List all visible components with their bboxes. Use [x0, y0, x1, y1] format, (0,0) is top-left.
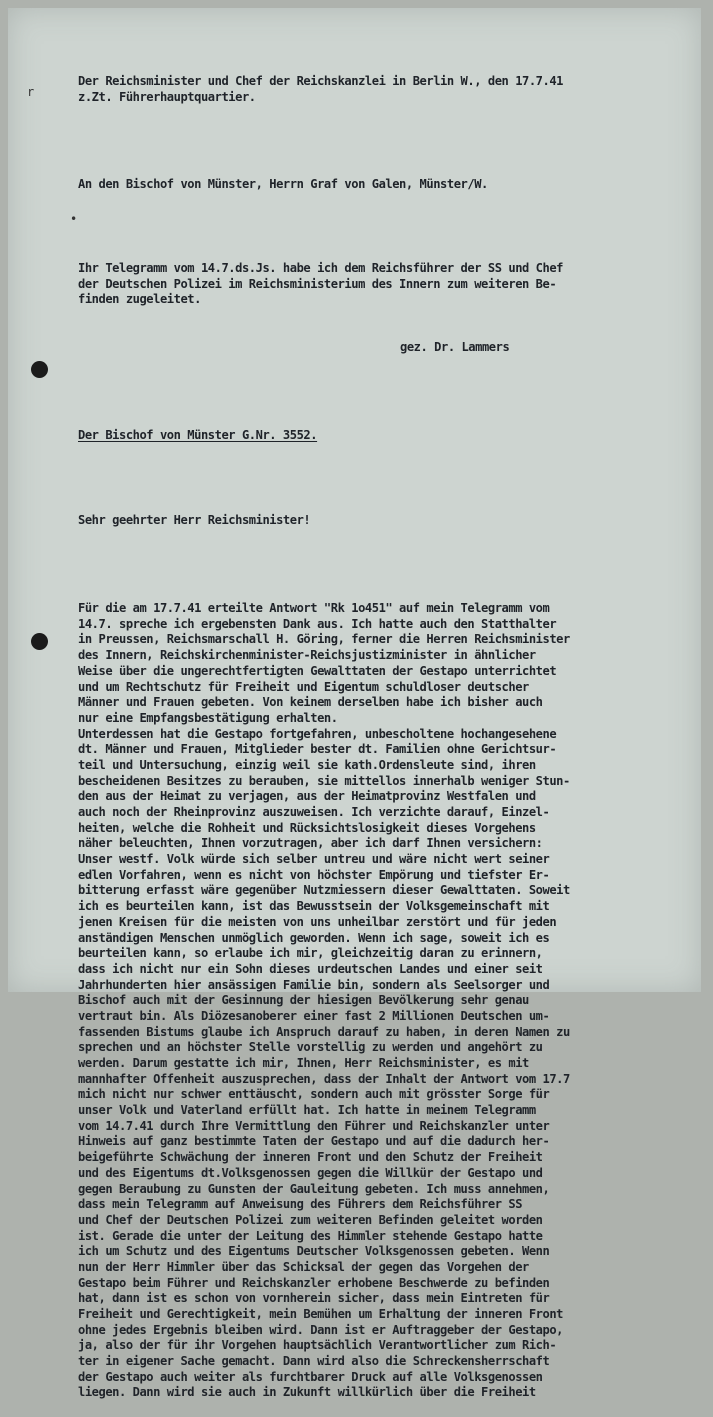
body-line: vertraut bin. Als Diözesanoberer einer fast 2 Millionen Deutschen um-: [78, 1008, 550, 1023]
punch-hole-bottom: [31, 633, 48, 650]
body-line: ohne jedes Ergebnis bleiben wird. Dann ist er Auftraggeber der Gestapo,: [78, 1322, 564, 1337]
margin-mark: r: [27, 85, 35, 99]
body-line: nur eine Empfangsbestätigung erhalten.: [78, 710, 338, 725]
body-line: dass mein Telegramm auf Anweisung des Führers dem Reichsführer SS: [78, 1197, 523, 1212]
body-line: Freiheit und Gerechtigkeit, mein Bemühen um Erhaltung der inneren Front: [78, 1307, 564, 1321]
body-line: auch noch der Rheinprovinz auszuweisen. Ich verzichte darauf, Einzel-: [78, 805, 550, 819]
salutation: Sehr geehrter Herr Reichsminister!: [78, 512, 311, 527]
body-line: Bischof auch mit der Gesinnung der hiesigen Bevölkerung sehr genau: [78, 993, 529, 1008]
body-line: nun der Herr Himmler über das Schicksal der gegen das Vorgehen der: [78, 1259, 529, 1274]
body-line: liegen. Dann wird sie auch in Zukunft willkürlich über die Freiheit: [78, 1385, 536, 1400]
body-line: beigeführte Schwächung der inneren Front und den Schutz der Freiheit: [78, 1150, 543, 1165]
letter-text: [78, 43, 700, 1417]
body-line: ter in eigener Sache gemacht. Dann wird also die Schreckensherrschaft: [78, 1354, 550, 1369]
telegram-line: Ihr Telegramm vom 14.7.ds.Js. habe ich dem Reichsführer der SS und Chef: [78, 261, 564, 276]
body-line: in Preussen, Reichsmarschall H. Göring, ferner die Herren Reichsminister: [78, 632, 570, 647]
body-line: anständigen Menschen unmöglich geworden. Wenn ich sage, soweit ich es: [78, 930, 550, 945]
body-line: mannhafter Offenheit auszusprechen, dass der Inhalt der Antwort vom 17.7: [78, 1071, 570, 1086]
body-line: näher beleuchten, Ihnen vorzutragen, aber ich darf Ihnen versichern:: [78, 836, 543, 851]
body-line: bitterung erfasst wäre gegenüber Nutzmiessern dieser Gewalttaten. Soweit: [78, 883, 570, 898]
body-line: fassenden Bistums glaube ich Anspruch darauf zu haben, in deren Namen zu: [78, 1024, 570, 1039]
body-line: 14.7. spreche ich ergebensten Dank aus. Ich hatte auch den Statthalter: [78, 616, 557, 631]
body-line: edlen Vorfahren, wenn es nicht von höchster Empörung und tiefster Er-: [78, 867, 550, 882]
telegram-line: der Deutschen Polizei im Reichsministerium des Innern zum weiteren Be-: [78, 276, 557, 291]
telegram-line: finden zugeleitet.: [78, 292, 201, 307]
body-line: dass ich nicht nur ein Sohn dieses urdeutschen Landes und einer seit: [78, 961, 543, 976]
body-line: ist. Gerade die unter der Leitung des Himmler stehende Gestapo hatte: [78, 1228, 543, 1243]
body-line: jenen Kreisen für die meisten von uns unheilbar zerstört und für jeden: [78, 914, 557, 929]
body-line: und Chef der Deutschen Polizei zum weiteren Befinden geleitet worden: [78, 1212, 543, 1227]
body-line: Für die am 17.7.41 erteilte Antwort "Rk 1o451" auf mein Telegramm vom: [78, 601, 550, 616]
body-line: den aus der Heimat zu verjagen, aus der Heimatprovinz Westfalen und: [78, 789, 536, 804]
body-line: ich es beurteilen kann, ist das Bewusstsein der Volksgemeinschaft mit: [78, 899, 550, 914]
header-line: Der Reichsminister und Chef der Reichskanzlei in Berlin W., den 17.7.41: [78, 74, 564, 89]
telegram-notice: [78, 261, 700, 308]
body-line: Hinweis auf ganz bestimmte Taten der Gestapo und auf die dadurch her-: [78, 1134, 550, 1149]
body-line: und um Rechtschutz für Freiheit und Eigentum schuldloser deutscher: [78, 679, 529, 694]
body-line: der Gestapo auch weiter als furchtbarer Druck auf alle Volksgenossen: [78, 1369, 543, 1384]
body-line: Unterdessen hat die Gestapo fortgefahren, unbescholtene hochangesehene: [78, 726, 557, 741]
body-line: teil und Untersuchung, einzig weil sie kath.Ordensleute sind, ihren: [78, 757, 536, 772]
body-line: heiten, welche die Rohheit und Rücksichtslosigkeit dieses Vorgehens: [78, 820, 536, 835]
body-line: beurteilen kann, so erlaube ich mir, gleichzeitig daran zu erinnern,: [78, 946, 543, 961]
recipient-line: An den Bischof von Münster, Herrn Graf von Galen, Münster/W.: [78, 176, 488, 191]
body-line: hat, dann ist es schon von vornherein sicher, dass mein Eintreten für: [78, 1291, 550, 1306]
body-line: Weise über die ungerechtfertigten Gewalttaten der Gestapo unterrichtet: [78, 663, 557, 678]
body-line: vom 14.7.41 durch Ihre Vermittlung den Führer und Reichskanzler unter: [78, 1118, 550, 1133]
body-line: Unser westf. Volk würde sich selber untreu und wäre nicht wert seiner: [78, 852, 550, 867]
body-line: Männer und Frauen gebeten. Von keinem derselben habe ich bisher auch: [78, 695, 543, 710]
header-line: z.Zt. Führerhauptquartier.: [78, 90, 256, 105]
body-line: unser Volk und Vaterland erfüllt hat. Ich hatte in meinem Telegramm: [78, 1103, 536, 1118]
body-line: und des Eigentums dt.Volksgenossen gegen die Willkür der Gestapo und: [78, 1165, 543, 1180]
signature: gez. Dr. Lammers: [400, 339, 510, 354]
body-line: werden. Darum gestatte ich mir, Ihnen, Herr Reichsminister, es mit: [78, 1056, 529, 1070]
body-line: des Innern, Reichskirchenminister-Reichsjustizminister in ähnlicher: [78, 648, 536, 663]
body-line: bescheidenen Besitzes zu berauben, sie mittellos innerhalb weniger Stun-: [78, 773, 570, 788]
body-line: Jahrhunderten hier ansässigen Familie bin, sondern als Seelsorger und: [78, 977, 550, 992]
body-line: ja, also der für ihr Vorgehen hauptsächlich Verantwortlicher zum Rich-: [78, 1338, 557, 1353]
body-line: ich um Schutz und des Eigentums Deutscher Volksgenossen gebeten. Wenn: [78, 1244, 550, 1259]
body-line: Gestapo beim Führer und Reichskanzler erhobene Beschwerde zu befinden: [78, 1275, 550, 1290]
body-line: dt. Männer und Frauen, Mitglieder bester dt. Familien ohne Gerichtsur-: [78, 742, 557, 757]
body-line: sprechen und an höchster Stelle vorstellig zu werden und angehört zu: [78, 1040, 543, 1055]
margin-dot: •: [70, 212, 78, 226]
body-line: mich nicht nur schwer enttäuscht, sondern auch mit grösster Sorge für: [78, 1087, 550, 1102]
reply-heading: Der Bischof von Münster G.Nr. 3552.: [78, 428, 318, 443]
punch-hole-top: [31, 361, 48, 378]
letter-header: [78, 74, 700, 105]
letter-body: [78, 601, 700, 1401]
body-line: gegen Beraubung zu Gunsten der Gauleitung gebeten. Ich muss annehmen,: [78, 1181, 550, 1196]
